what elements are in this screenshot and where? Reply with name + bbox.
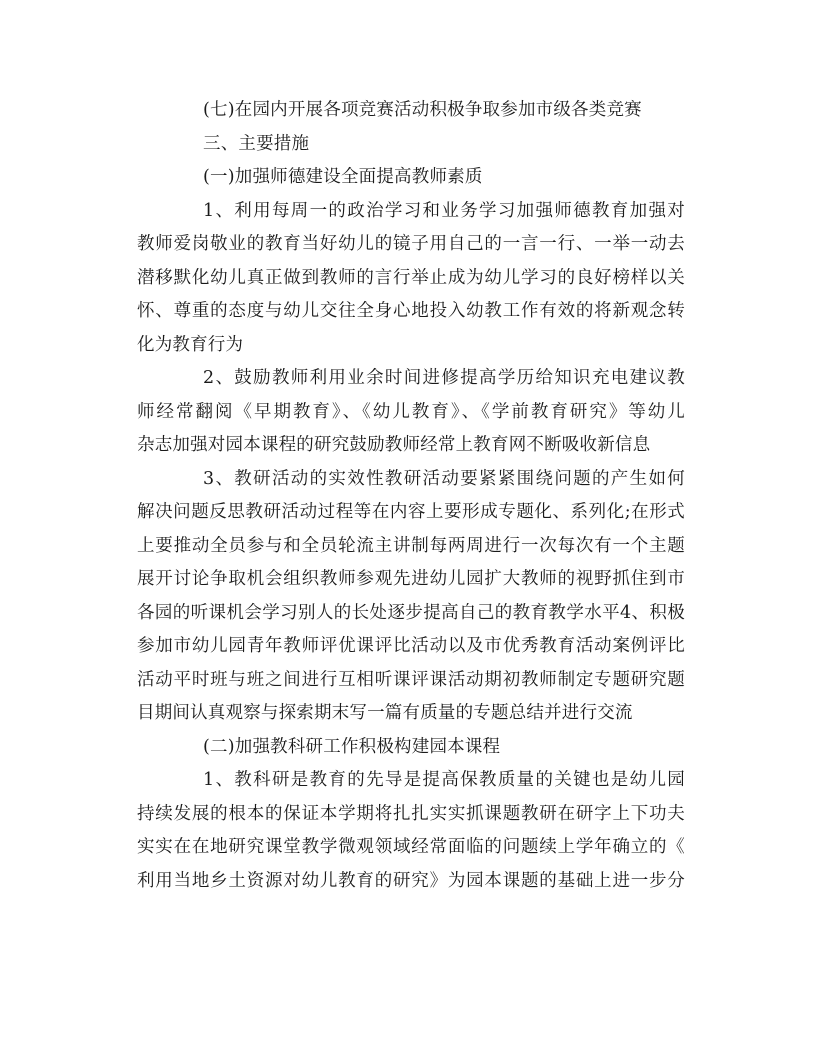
document-body	[137, 94, 685, 898]
paragraph-line: 2、鼓励教师利用业余时间进修提高学历给知识充电建议教	[203, 368, 685, 388]
paragraph-line: 展开讨论争取机会组织教师参观先进幼儿园扩大教师的视野抓住到市	[137, 569, 685, 589]
paragraph-line: 持续发展的根本的保证本学期将扎扎实实抓课题教研在研字上下功夫	[137, 803, 685, 824]
paragraph-line: 教师爱岗敬业的教育当好幼儿的镜子用自己的一言一行、一举一动去	[137, 234, 685, 254]
paragraph-line: 各园的听课机会学习别人的长处逐步提高自己的教育教学水平4、积极	[137, 602, 685, 623]
paragraph-line: 目期间认真观察与探索期末写一篇有质量的专题总结并进行交流	[137, 703, 633, 723]
section-title-main-measures: 三、主要措施	[203, 133, 310, 154]
paragraph-line: 活动平时班与班之间进行互相听课评课活动期初教师制定专题研究题	[137, 669, 685, 690]
paragraph-line: 上要推动全员参与和全员轮流主讲制每两周进行一次每次有一个主题	[137, 535, 685, 556]
paragraph-line: 化为教育行为	[137, 334, 244, 355]
subsection-title-research: (二)加强教科研工作积极构建园本课程	[203, 736, 501, 757]
paragraph-line: 师经常翻阅《早期教育》、《幼儿教育》、《学前教育研究》等幼儿	[137, 401, 685, 422]
paragraph-line: 利用当地乡土资源对幼儿教育的研究》为园本课题的基础上进一步分	[137, 870, 685, 891]
paragraph-line: 潜移默化幼儿真正做到教师的言行举止成为幼儿学习的良好榜样以关	[137, 267, 685, 288]
heading-competitions: (七)在园内开展各项竞赛活动积极争取参加市级各类竞赛	[203, 100, 642, 120]
paragraph-line: 杂志加强对园本课程的研究鼓励教师经常上教育网不断吸收新信息	[137, 435, 651, 455]
paragraph-line: 参加市幼儿园青年教师评优课评比活动以及市优秀教育活动案例评比	[137, 636, 685, 656]
paragraph-line: 解决问题反思教研活动过程等在内容上要形成专题化、系列化;在形式	[137, 502, 685, 522]
paragraph-line: 实实在在地研究课堂教学微观领域经常面临的问题续上学年确立的《	[137, 837, 685, 857]
paragraph-line: 怀、尊重的态度与幼儿交往全身心地投入幼教工作有效的将新观念转	[137, 301, 685, 321]
paragraph-line: 1、教科研是教育的先导是提高保教质量的关键也是幼儿园	[203, 770, 685, 790]
subsection-title-teacher-ethics: (一)加强师德建设全面提高教师素质	[203, 167, 483, 187]
paragraph-line: 1、利用每周一的政治学习和业务学习加强师德教育加强对	[203, 200, 685, 221]
paragraph-line: 3、教研活动的实效性教研活动要紧紧围绕问题的产生如何	[203, 468, 685, 489]
